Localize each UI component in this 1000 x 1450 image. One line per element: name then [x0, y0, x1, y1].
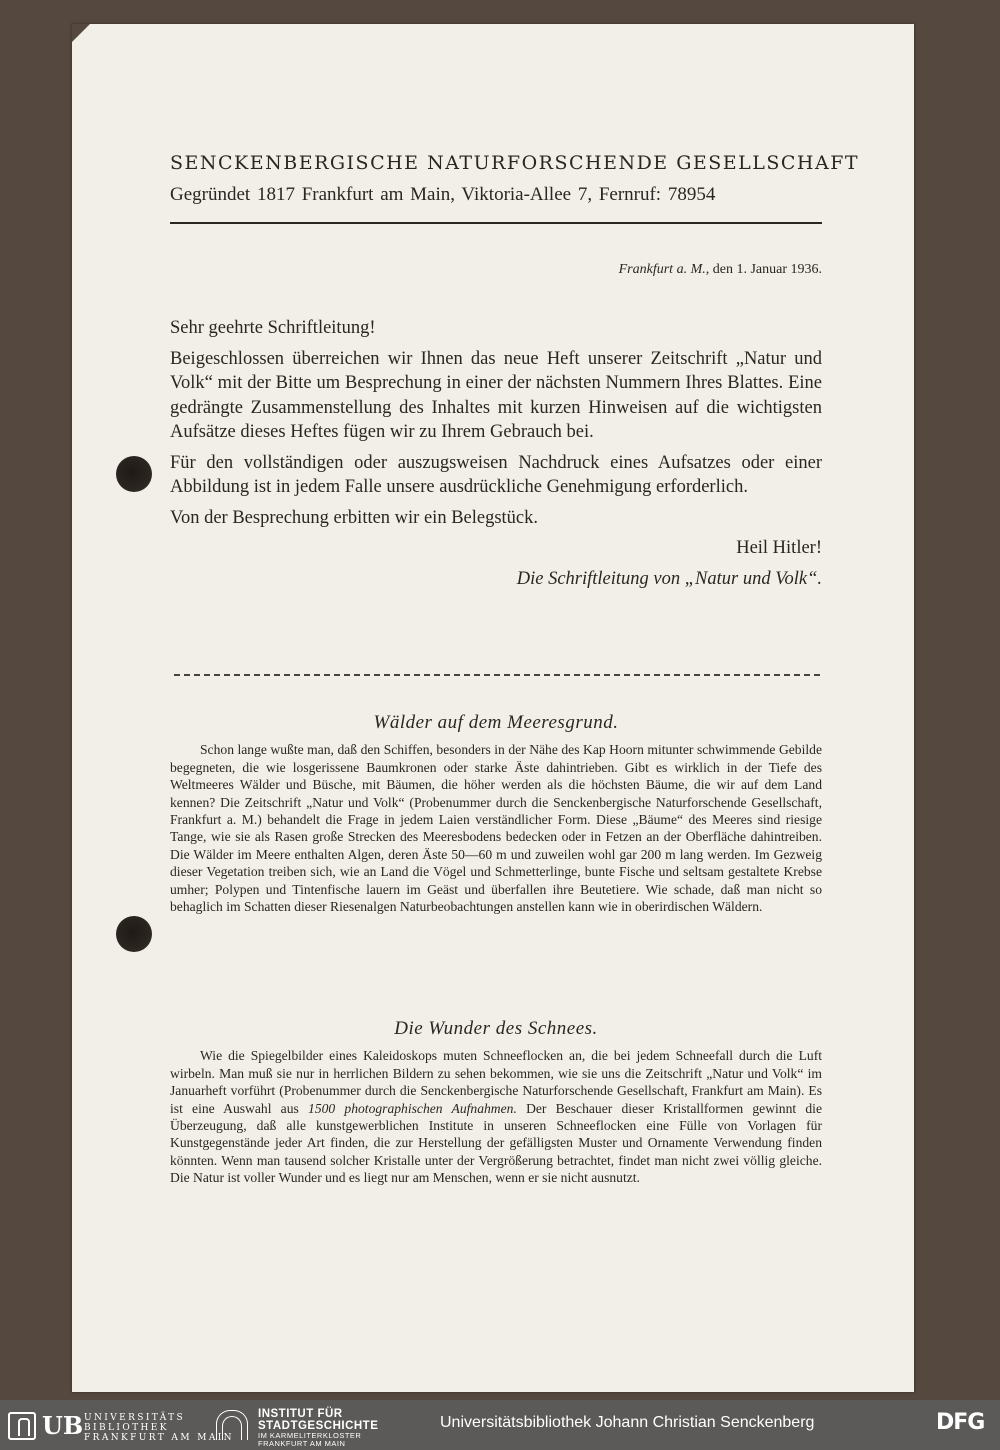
article-title: Wälder auf dem Meeresgrund. [373, 712, 619, 733]
ub-line: UNIVERSITÄTS [84, 1413, 186, 1423]
punch-hole-lower [116, 916, 152, 952]
dateline-place: Frankfurt a. M., [618, 262, 710, 277]
letterhead-organization: SENCKENBERGISCHE NATURFORSCHENDE GESELLSCHAFT [170, 152, 860, 174]
punch-hole-upper [116, 456, 152, 492]
article-text [170, 1047, 822, 1186]
letter-body [170, 316, 822, 597]
letter-signature: Die Schriftleitung von „Natur und Volk“. [516, 568, 822, 589]
document-page [72, 24, 914, 1392]
letter-paragraph: Von der Besprechung erbitten wir ein Belegstück. [170, 507, 539, 528]
isg-line: FRANKFURT AM MAIN [258, 1439, 346, 1448]
article-snow [170, 1020, 822, 1187]
letter-paragraph: Beigeschlossen überreichen wir Ihnen das neue Heft unserer Zeitschrift „Natur und Volk“ mit der Bitte um Besprechung in einer der nächsten Nummern Ihres Blattes. Eine gedrängte Zusammenstellung des Inhaltes mit kurzen Hinweisen auf die wichtigsten Aufsätze dieses Heftes fügen wir zu Ihrem Gebrauch bei. [170, 348, 822, 442]
arches-icon [216, 1408, 248, 1442]
cut-line-divider [174, 674, 820, 676]
article-text-part: Der Beschauer dieser Kristallformen gewinnt die Überzeugung, daß alle kunstgewerblichen Institute in unseren Schneeflocken eine Fülle von Vorlagen für Kunstgegenstände jeder Art finden, die zur Herstellung der gefälligsten Muster und Ornamente Verwendung finden könnten. Wenn man tausend solcher Kristalle unter der Vergrößerung betrachtet, findet man nicht zwei völlig gleiche. Die Natur ist voller Wunder und es liegt nur am Menschen, wenn er sie nicht ausnutzt. [170, 1100, 822, 1186]
dateline [170, 262, 822, 278]
letterhead-rule [170, 222, 822, 224]
isg-line: INSTITUT FÜR [258, 1408, 343, 1420]
ub-building-icon [8, 1412, 36, 1440]
ub-letters: UB [42, 1411, 84, 1440]
page-corner-fold [72, 24, 90, 42]
dateline-date: den 1. Januar 1936. [712, 262, 822, 277]
dfg-logo[interactable]: DFG [936, 1410, 985, 1435]
viewer-footer-bar [0, 1400, 1000, 1450]
ub-line: BIBLIOTHEK [84, 1423, 169, 1433]
isg-logo[interactable] [216, 1408, 426, 1448]
article-text-emphasis: 1500 photographischen Aufnahmen. [308, 1100, 517, 1116]
isg-line: IM KARMELITERKLOSTER [258, 1431, 362, 1440]
article-text: Schon lange wußte man, daß den Schiffen, besonders in der Nähe des Kap Hoorn mitunter schwimmende Gebilde begegneten, die wie losgerissene Baumkronen oder starke Äste dahintrieben. Gibt es wirklich in der Tiefe des Weltmeeres Wälder und Büsche, mit Bäumen, die höher werden als die höchsten Bäume, die wir auf dem Land kennen? Die Zeitschrift „Natur und Volk“ (Probenummer durch die Senckenbergische Naturforschende Gesellschaft, Frankfurt a. M.) behandelt die Frage in jedem Laien verständlicher Form. Diese „Bäume“ des Meeres sind riesige Tange, wie sie als Rasen große Strecken des Meeresbodens bedecken oder in Fetzen an der Oberfläche dahintreiben. Die Wälder im Meere enthalten Algen, deren Äste 50—60 m und zuweilen wohl gar 200 m lang werden. Im Gezweig dieser Vegetation treiben sich, wie an Land die Vögel und Schmetterlinge, bunte Fische und seltsam gestaltete Krebse umher; Polypen und Tintenfische lauern im Geäst und überfallen ihre Beutetiere. Wie schade, daß man nicht so behaglich im Schatten dieser Riesenalgen Naturbeobachtungen anstellen kann wie in oberirdischen Wäldern. [170, 742, 822, 915]
letterhead-address: Gegründet 1817 Frankfurt am Main, Viktoria-Allee 7, Fernruf: 78954 [170, 184, 716, 205]
library-name-link[interactable]: Universitätsbibliothek Johann Christian Senckenberg [440, 1414, 815, 1431]
article-text-part: Wie die Spiegelbilder eines Kaleidoskops muten Schneeflocken an, die bei jedem Schneefall durch die Luft wirbeln. Man muß sie nur in herrlichen Bildern zu sehen bekommen, wie sie uns die Zeitschrift „Natur und Volk“ im Januarheft vorführt (Probenummer durch die Senckenbergische Naturforschende Gesellschaft, Frankfurt am Main). Es ist eine Auswahl aus [170, 1048, 822, 1116]
letter-closing: Heil Hitler! [736, 538, 822, 558]
ub-logo[interactable] [8, 1410, 234, 1443]
letter-paragraph: Für den vollständigen oder auszugsweisen Nachdruck eines Aufsatzes oder einer Abbildung ist in jedem Falle unsere ausdrückliche Genehmigung erforderlich. [170, 452, 822, 497]
letter-salutation: Sehr geehrte Schriftleitung! [170, 318, 376, 338]
isg-text [258, 1408, 378, 1448]
article-forests [170, 714, 822, 915]
ub-line: FRANKFURT AM MAIN [84, 1433, 234, 1443]
isg-line: STADTGESCHICHTE [258, 1420, 379, 1432]
article-title: Die Wunder des Schnees. [394, 1018, 598, 1039]
ub-text [84, 1413, 234, 1443]
